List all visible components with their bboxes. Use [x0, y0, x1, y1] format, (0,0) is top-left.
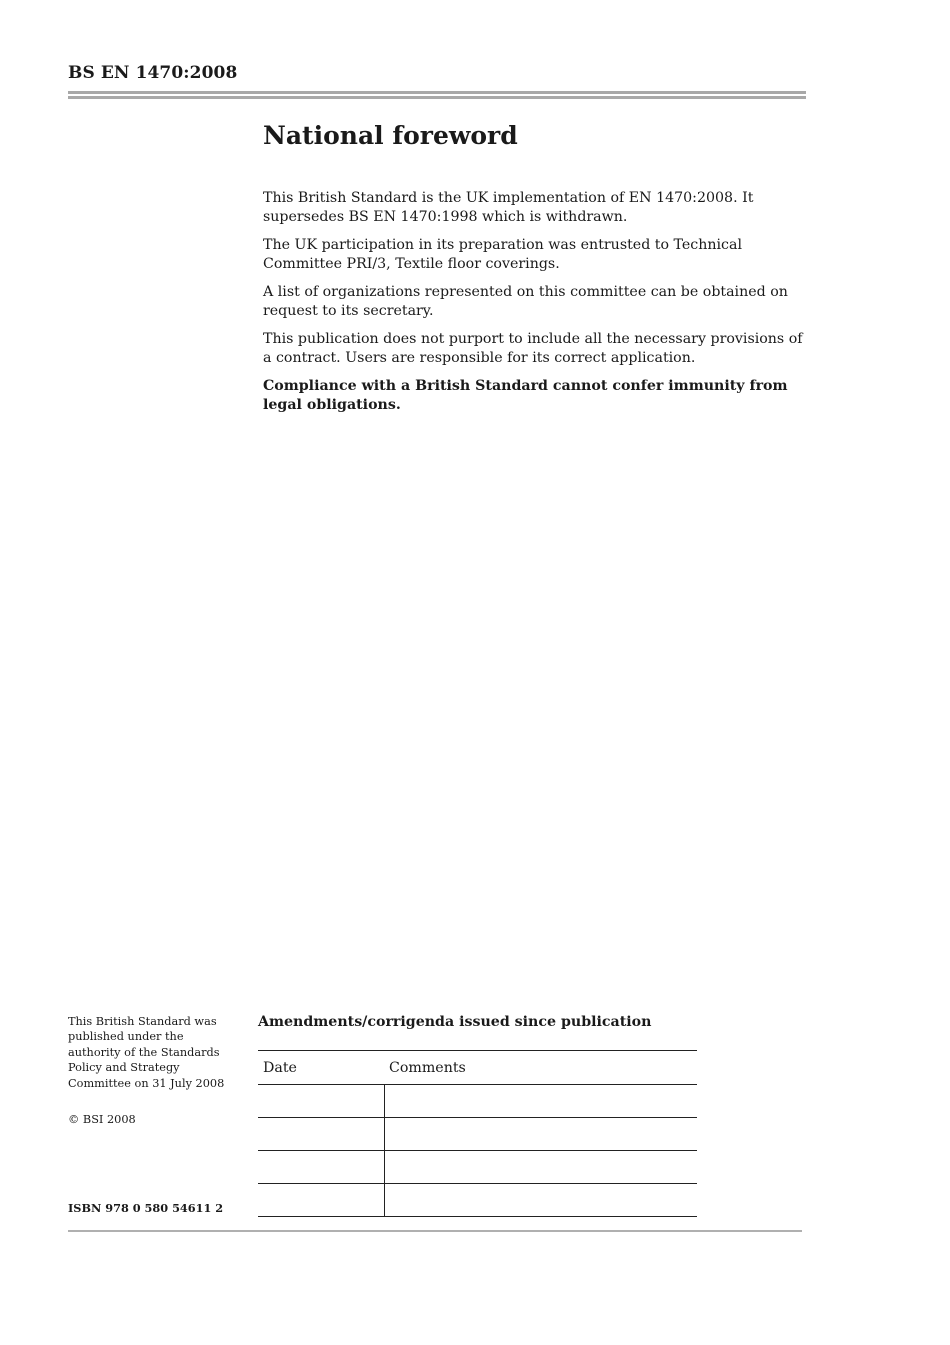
- date-cell: [258, 1085, 384, 1118]
- footer-rule: [68, 1230, 802, 1232]
- comments-cell: [384, 1118, 697, 1151]
- column-header-comments: Comments: [384, 1051, 697, 1085]
- amendments-table: [258, 1050, 697, 1217]
- amendments-title: Amendments/corrigenda issued since publication: [258, 1014, 652, 1030]
- standard-number: BS EN 1470:2008: [68, 63, 238, 83]
- comments-cell: [384, 1184, 697, 1217]
- paragraph-implementation: This British Standard is the UK implementation of EN 1470:2008. It supersedes BS EN 1470:1998 which is withdrawn.: [263, 190, 754, 225]
- copyright-notice: © BSI 2008: [68, 1113, 136, 1126]
- table-row: [258, 1151, 697, 1184]
- foreword-body: [263, 189, 803, 424]
- comments-cell: [384, 1151, 697, 1184]
- table-header-row: [258, 1051, 697, 1085]
- paragraph-organizations: A list of organizations represented on this committee can be obtained on request to its secretary.: [263, 284, 788, 319]
- table-row: [258, 1085, 697, 1118]
- column-header-date: Date: [258, 1051, 384, 1085]
- table-row: [258, 1118, 697, 1151]
- date-cell: [258, 1118, 384, 1151]
- paragraph-provisions: This publication does not purport to include all the necessary provisions of a contract. Users are responsible for its correct application.: [263, 331, 803, 366]
- page-title: National foreword: [263, 121, 518, 150]
- header-rule-bottom: [68, 96, 806, 99]
- header-rule-top: [68, 91, 806, 94]
- table-row: [258, 1184, 697, 1217]
- date-cell: [258, 1184, 384, 1217]
- paragraph-compliance: Compliance with a British Standard cannot confer immunity from legal obligations.: [263, 378, 788, 413]
- isbn: ISBN 978 0 580 54611 2: [68, 1201, 224, 1215]
- paragraph-participation: The UK participation in its preparation was entrusted to Technical Committee PRI/3, Textile floor coverings.: [263, 237, 742, 272]
- publication-note: This British Standard was published under the authority of the Standards Policy and Strategy Committee on 31 July 2008: [68, 1015, 225, 1090]
- comments-cell: [384, 1085, 697, 1118]
- date-cell: [258, 1151, 384, 1184]
